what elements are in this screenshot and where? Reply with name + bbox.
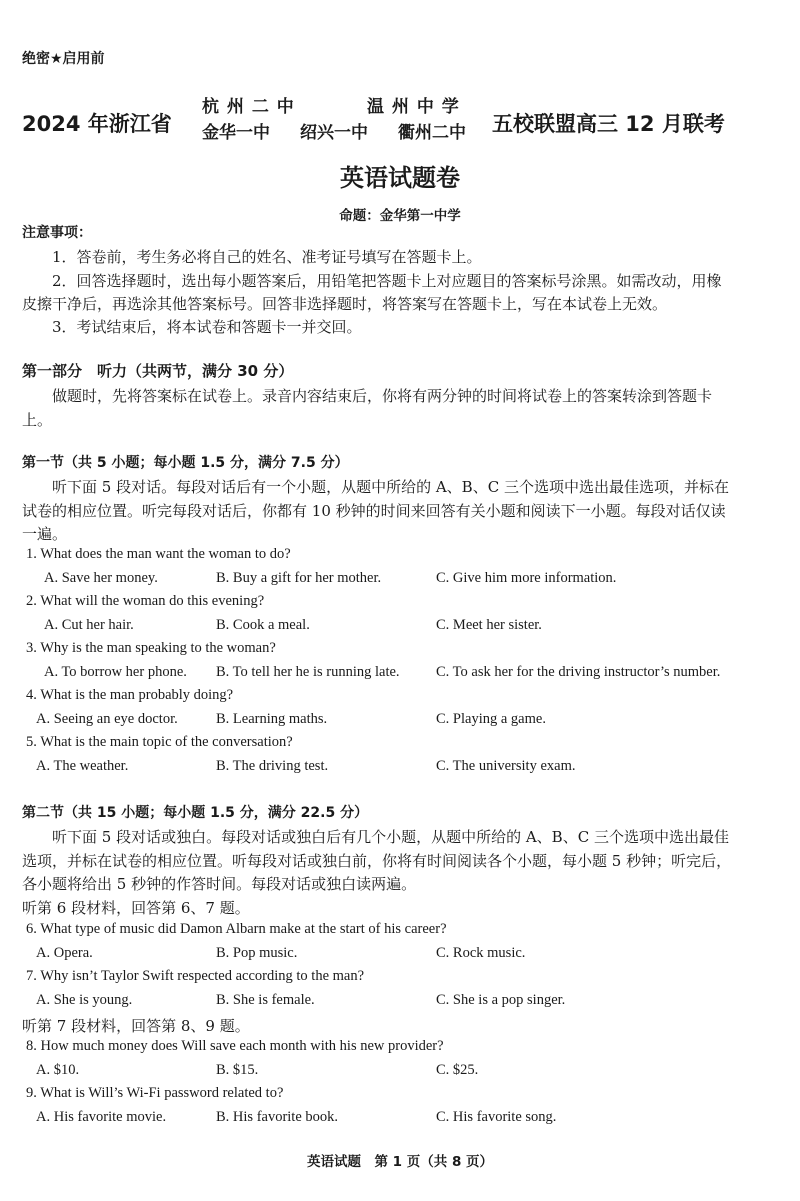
section1-intro: 听下面 5 段对话。每段对话后有一个小题，从题中所给的 A、B、C 三个选项中选出最佳选项，并标在	[52, 478, 729, 496]
part1-heading: 第一部分 听力（共两节，满分 30 分）	[22, 362, 294, 380]
year-province: 2024 年浙江省	[22, 112, 172, 136]
author-line: 命题：金华第一中学	[339, 208, 461, 224]
question-text: 5. What is the main topic of the conversation?	[26, 734, 293, 750]
school-hz2: 杭 州 二 中	[202, 97, 295, 117]
notice-item: 2．回答选择题时，选出每小题答案后，用铅笔把答题卡上对应题目的答案标号涂黑。如需改动，用橡	[52, 272, 722, 290]
section1-intro: 试卷的相应位置。听完每段对话后，你都有 10 秒钟的时间来回答有关小题和阅读下一小题。每段对话仅读	[22, 502, 726, 520]
exam-name: 五校联盟高三 12 月联考	[492, 112, 725, 136]
option-b: B. $15.	[216, 1062, 259, 1078]
option-b: B. The driving test.	[216, 758, 329, 774]
part1-intro: 做题时，先将答案标在试卷上。录音内容结束后，你将有两分钟的时间将试卷上的答案转涂到答题卡	[52, 387, 713, 405]
option-c: C. The university exam.	[436, 758, 576, 774]
school-qz2: 衢州二中	[398, 123, 466, 143]
option-a: A. His favorite movie.	[36, 1109, 167, 1125]
part1-intro: 上。	[22, 411, 53, 429]
option-b: B. Cook a meal.	[216, 617, 310, 633]
school-jh1: 金华一中	[202, 123, 270, 143]
page-title: 英语试题卷	[340, 164, 460, 192]
option-a: A. Seeing an eye doctor.	[36, 711, 178, 727]
option-c: C. $25.	[436, 1062, 479, 1078]
notice-item: 皮擦干净后，再选涂其他答案标号。回答非选择题时，将答案写在答题卡上，写在本试卷上无效。	[22, 295, 668, 313]
material-instruction: 听第 6 段材料，回答第 6、7 题。	[22, 899, 250, 917]
question-text: 4. What is the man probably doing?	[26, 687, 234, 703]
section1-intro: 一遍。	[22, 525, 68, 543]
option-b: B. To tell her he is running late.	[216, 664, 400, 680]
option-a: A. To borrow her phone.	[44, 664, 187, 680]
option-b: B. Pop music.	[216, 945, 298, 961]
question-text: 9. What is Will’s Wi-Fi password related to?	[26, 1085, 284, 1101]
option-a: A. The weather.	[36, 758, 129, 774]
section2-heading: 第二节（共 15 小题；每小题 1.5 分，满分 22.5 分）	[22, 805, 369, 821]
option-a: A. Cut her hair.	[44, 617, 134, 633]
notice-heading: 注意事项：	[22, 225, 92, 241]
option-a: A. She is young.	[36, 992, 133, 1008]
question-text: 2. What will the woman do this evening?	[26, 593, 265, 609]
material-instruction: 听第 7 段材料，回答第 8、9 题。	[22, 1017, 250, 1035]
question-text: 3. Why is the man speaking to the woman?	[26, 640, 276, 656]
option-b: B. She is female.	[216, 992, 315, 1008]
question-text: 8. How much money does Will save each month with his new provider?	[26, 1038, 444, 1054]
confidential-mark: 绝密★启用前	[22, 51, 105, 67]
section2-intro: 选项，并标在试卷的相应位置。听每段对话或独白前，你将有时间阅读各个小题，每小题 5 秒钟；听完后，	[22, 852, 732, 870]
option-c: C. Playing a game.	[436, 711, 546, 727]
option-c: C. Give him more information.	[436, 570, 617, 586]
option-b: B. Learning maths.	[216, 711, 328, 727]
option-c: C. To ask her for the driving instructor’s number.	[436, 664, 721, 680]
option-c: C. Meet her sister.	[436, 617, 542, 633]
option-a: A. $10.	[36, 1062, 80, 1078]
option-c: C. She is a pop singer.	[436, 992, 566, 1008]
option-a: A. Opera.	[36, 945, 93, 961]
option-a: A. Save her money.	[44, 570, 158, 586]
option-c: C. His favorite song.	[436, 1109, 557, 1125]
section2-intro: 各小题将给出 5 秒钟的作答时间。每段对话或独白读两遍。	[22, 875, 417, 893]
notice-item: 1．答卷前，考生务必将自己的姓名、准考证号填写在答题卡上。	[52, 248, 482, 266]
section1-heading: 第一节（共 5 小题；每小题 1.5 分，满分 7.5 分）	[22, 455, 349, 471]
page-footer: 英语试题 第 1 页（共 8 页）	[306, 1154, 494, 1170]
section2-intro: 听下面 5 段对话或独白。每段对话或独白后有几个小题，从题中所给的 A、B、C 三个选项中选出最佳	[52, 828, 729, 846]
notice-item: 3．考试结束后，将本试卷和答题卡一并交回。	[52, 318, 362, 336]
school-sx1: 绍兴一中	[300, 123, 368, 143]
option-b: B. His favorite book.	[216, 1109, 339, 1125]
question-text: 7. Why isn’t Taylor Swift respected according to the man?	[26, 968, 365, 984]
option-b: B. Buy a gift for her mother.	[216, 570, 382, 586]
school-wz: 温 州 中 学	[367, 97, 460, 117]
question-text: 1. What does the man want the woman to do?	[26, 546, 291, 562]
question-text: 6. What type of music did Damon Albarn make at the start of his career?	[26, 921, 447, 937]
option-c: C. Rock music.	[436, 945, 526, 961]
